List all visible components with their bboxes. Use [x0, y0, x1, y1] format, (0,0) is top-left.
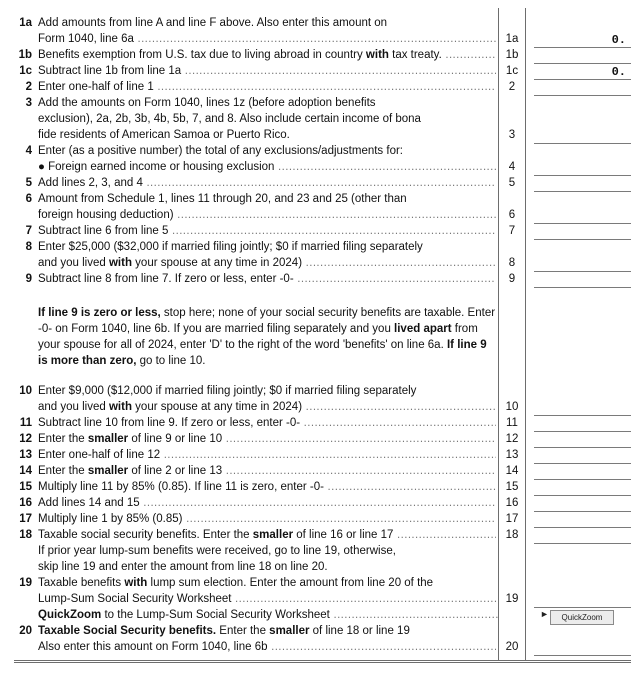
line-number: 7 [25, 225, 32, 237]
amount-underline [534, 223, 631, 224]
line-description: Enter the smaller of line 9 or line 10 ..... [38, 433, 496, 445]
line-number: 12 [19, 433, 32, 445]
line-number: 6 [25, 193, 32, 205]
amount-underline [534, 175, 631, 176]
amount-underline [534, 543, 631, 544]
line-number: 20 [19, 625, 32, 637]
instruction-text-1: stop here; none of your social security benefits are taxable. Enter -0- on Form 1040, line 6b. If you are married filing separately and you [38, 307, 496, 335]
line-description: Add the amounts on Form 1040, lines 1z (before adoption benefits [38, 97, 376, 109]
line-reference: 15 [505, 481, 519, 493]
amount-field[interactable]: 0. [611, 33, 626, 47]
line-number: 1a [19, 17, 32, 29]
amount-underline [534, 447, 631, 448]
amount-underline [534, 191, 631, 192]
line-reference: 11 [506, 417, 518, 429]
amount-underline [534, 63, 631, 64]
line-number: 9 [25, 273, 32, 285]
line-description: Enter $25,000 ($32,000 if married filing jointly; $0 if married filing separately [38, 241, 423, 253]
amount-underline [534, 271, 631, 272]
line-description: Multiply line 11 by 85% (0.85). If line 11 is zero, enter -0- ..... [38, 481, 496, 493]
amount-underline [534, 511, 631, 512]
line-number: 15 [19, 481, 32, 493]
line-description: and you lived with your spouse at any time in 2024) ..... [38, 257, 496, 269]
line-reference: 4 [508, 161, 516, 173]
line-description: exclusion), 2a, 2b, 3b, 4b, 5b, 7, and 8. Also include certain income of bona [38, 113, 421, 125]
line-description: Form 1040, line 6a ..... [38, 33, 496, 45]
line-reference: 12 [505, 433, 519, 445]
line-reference: 1a [505, 33, 519, 45]
line-description: Add amounts from line A and line F above. Also enter this amount on [38, 17, 388, 29]
line-number: 2 [25, 81, 32, 93]
amount-underline [534, 143, 631, 144]
line-number: 18 [19, 529, 32, 541]
line-description: Enter one-half of line 12 ..... [38, 449, 496, 461]
line-reference: 10 [505, 401, 519, 413]
amount-underline [534, 479, 631, 480]
line-description: Add lines 2, 3, and 4 ..... [38, 177, 496, 189]
line-description: If prior year lump-sum benefits were received, go to line 19, otherwise, [38, 545, 396, 557]
line-number: 14 [19, 465, 32, 477]
line-number: 19 [19, 577, 32, 589]
instruction-paragraph [38, 305, 496, 369]
instruction-bold-3: If line 9 is more than zero, [38, 339, 487, 367]
quickzoom-button[interactable]: QuickZoom [550, 610, 614, 625]
line-number: 10 [19, 385, 32, 397]
lineno-column-right-rule [525, 8, 526, 660]
amount-underline [534, 415, 631, 416]
line-description: Enter (as a positive number) the total of any exclusions/adjustments for: [38, 145, 403, 157]
line-description: Amount from Schedule 1, lines 11 through 20, and 23 and 25 (other than [38, 193, 407, 205]
line-description: Subtract line 1b from line 1a ..... [38, 65, 496, 77]
line-description: Taxable social security benefits. Enter the smaller of line 16 or line 17 ..... [38, 529, 496, 541]
line-reference: 18 [505, 529, 519, 541]
line-reference: 3 [508, 129, 516, 141]
line-description: Taxable benefits with lump sum election. Enter the amount from line 20 of the [38, 577, 434, 589]
line-number: 5 [25, 177, 32, 189]
line-description: Enter $9,000 ($12,000 if married filing jointly; $0 if married filing separately [38, 385, 417, 397]
amount-field[interactable]: 0. [611, 65, 626, 79]
line-description: QuickZoom to the Lump-Sum Social Security Worksheet ..... [38, 609, 498, 621]
line-reference: 1c [505, 65, 519, 77]
line-description: Add lines 14 and 15 ..... [38, 497, 496, 509]
line-reference: 9 [508, 273, 516, 285]
line-description: ● Foreign earned income or housing exclusion ..... [38, 161, 496, 173]
instruction-bold-1: If line 9 is zero or less, [38, 307, 161, 319]
line-number: 17 [19, 513, 32, 525]
line-reference: 6 [508, 209, 516, 221]
line-reference: 20 [505, 641, 519, 653]
amount-underline [534, 47, 631, 48]
line-number: 3 [25, 97, 32, 109]
line-number: 1c [19, 65, 32, 77]
line-description: Subtract line 10 from line 9. If zero or less, enter -0- ..... [38, 417, 496, 429]
line-reference: 5 [508, 177, 516, 189]
amount-underline [534, 463, 631, 464]
amount-underline [534, 527, 631, 528]
line-description: foreign housing deduction) ..... [38, 209, 496, 221]
line-reference: 7 [508, 225, 516, 237]
instruction-text-3: go to line 10. [136, 355, 206, 367]
instruction-bold-2: lived apart [394, 323, 452, 335]
quickzoom-arrow-icon: ► [540, 609, 549, 619]
line-description: Enter the smaller of line 2 or line 13 ..... [38, 465, 496, 477]
line-reference: 16 [505, 497, 519, 509]
line-number: 16 [19, 497, 32, 509]
line-number: 4 [25, 145, 32, 157]
line-reference: 8 [508, 257, 516, 269]
line-description: skip line 19 and enter the amount from line 18 on line 20. [38, 561, 328, 573]
amount-underline [534, 79, 631, 80]
line-reference: 2 [508, 81, 516, 93]
line-description: Multiply line 1 by 85% (0.85) ..... [38, 513, 496, 525]
line-description: Subtract line 8 from line 7. If zero or less, enter -0- ..... [38, 273, 496, 285]
line-description: fide residents of American Samoa or Puerto Rico. [38, 129, 290, 141]
line-reference: 13 [505, 449, 519, 461]
line-description: Taxable Social Security benefits. Enter the smaller of line 18 or line 19 [38, 625, 410, 637]
amount-underline [534, 239, 631, 240]
line-reference: 19 [505, 593, 519, 605]
lineno-column-left-rule [498, 8, 499, 660]
line-reference: 1b [505, 49, 519, 61]
line-number: 1b [18, 49, 32, 61]
instruction-text-2: from your spouse for all of 2024, enter 'D' to the right of the word 'benefits' on line 6a. [38, 323, 478, 351]
amount-underline [534, 95, 631, 96]
amount-underline [534, 431, 631, 432]
line-reference: 14 [505, 465, 519, 477]
line-number: 11 [19, 417, 32, 429]
line-number: 13 [19, 449, 32, 461]
line-description: Subtract line 6 from line 5 ..... [38, 225, 496, 237]
line-description: Enter one-half of line 1 ..... [38, 81, 496, 93]
line-description: Lump-Sum Social Security Worksheet ..... [38, 593, 496, 605]
amount-underline [534, 655, 631, 656]
line-number: 8 [25, 241, 32, 253]
bottom-rule [14, 660, 631, 661]
line-description: Benefits exemption from U.S. tax due to living abroad in country with tax treaty. ..... [38, 49, 496, 61]
line-description: Also enter this amount on Form 1040, line 6b ..... [38, 641, 496, 653]
bottom-rule-2 [14, 662, 631, 663]
line-reference: 17 [505, 513, 519, 525]
line-description: and you lived with your spouse at any time in 2024) ..... [38, 401, 496, 413]
amount-underline [534, 495, 631, 496]
amount-underline [534, 287, 631, 288]
amount-underline [534, 607, 631, 608]
